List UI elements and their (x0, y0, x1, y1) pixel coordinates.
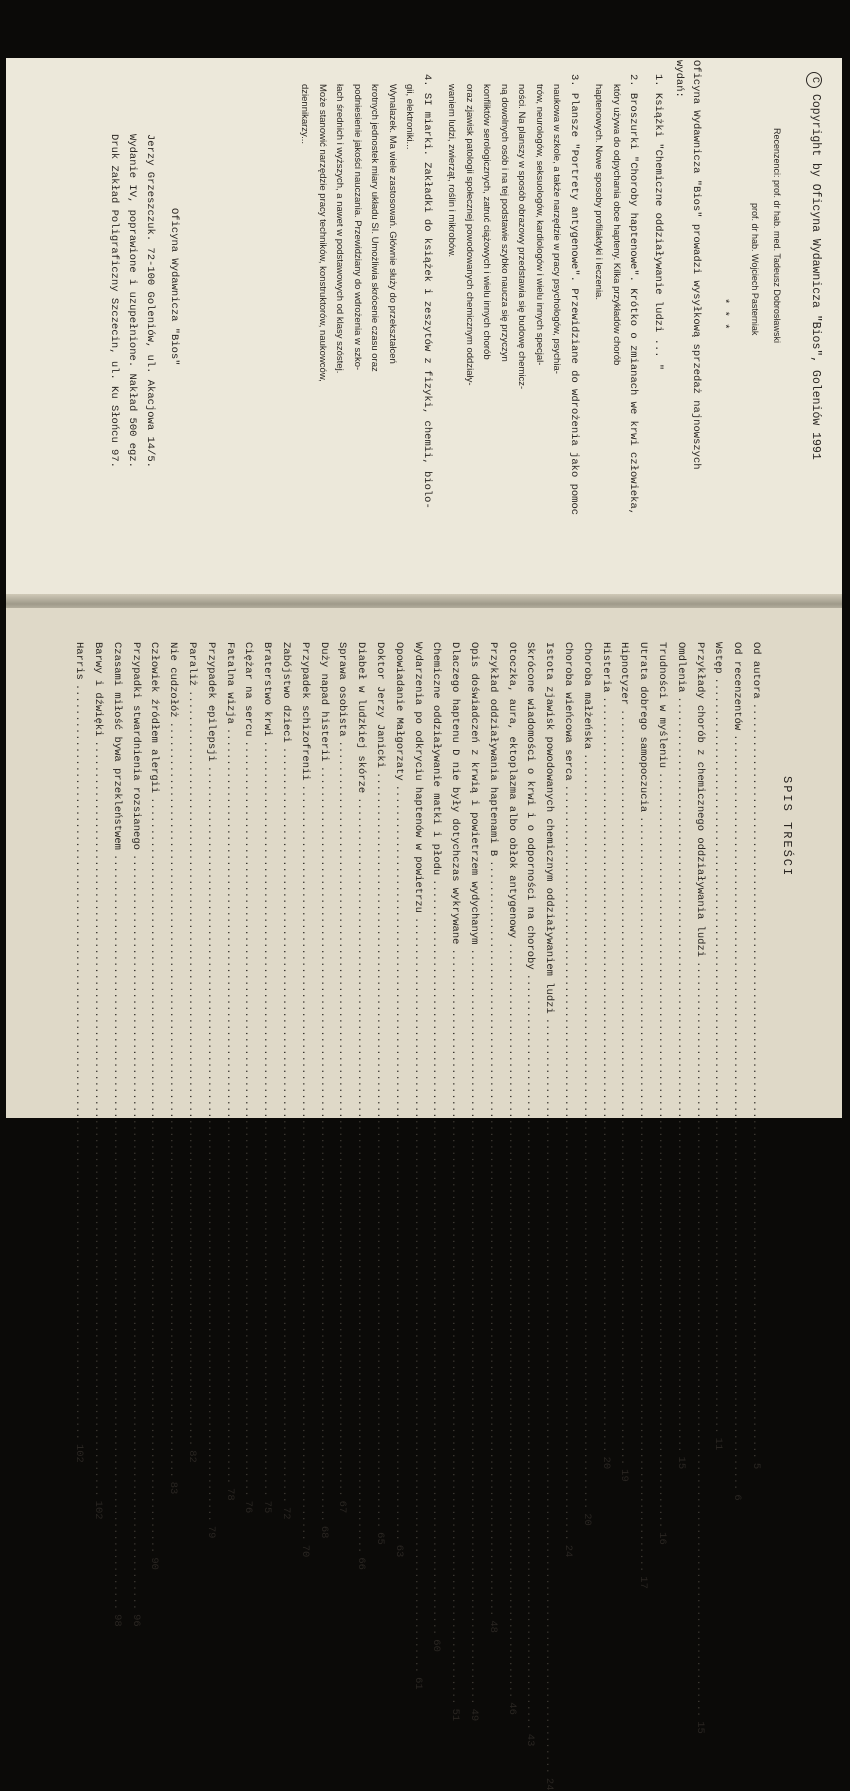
toc-leader-dots: ........................................................................................................................ (449, 948, 462, 1705)
toc-entry (92, 642, 104, 1520)
toc-leader-dots: ........................................................................................................................ (355, 797, 368, 1554)
section-separator: * * * (718, 298, 730, 330)
toc-entry (750, 642, 762, 1470)
toc-entry (505, 642, 518, 1715)
toc-leader-dots: ........................................................................................................................ (223, 727, 236, 1485)
toc-entry-page: 102 (73, 1443, 86, 1463)
toc-entry-page: 61 (411, 1677, 424, 1690)
toc-entry-page: 70 (298, 1544, 311, 1558)
offer-item-3-line: waniem ludzi, zwierząt, roślin i mikrobów. (446, 84, 458, 258)
toc-entry (731, 642, 744, 1501)
toc-title: SPIS TREŚCI (780, 776, 794, 878)
toc-entry-title: Hipnotyzer (618, 642, 631, 706)
publisher-line: Druk Zakład Poligraficzny Szczecin, ul. Ku Słońcu 97. (108, 134, 120, 468)
toc-leader-dots: ........................................................................................................................ (374, 772, 386, 1529)
toc-entry (411, 642, 424, 1690)
toc-leader-dots: ........................................................................................................................ (637, 816, 650, 1573)
toc-entry-title: Od recenzentów (731, 642, 744, 731)
toc-entry-page: 49 (468, 1708, 480, 1722)
toc-leader-dots: ........................................................................................................................ (167, 721, 180, 1478)
offer-item-1-line: 1. Książki "Chemiczne oddziaływanie ludzi ... " (652, 74, 664, 371)
publisher-line: Wydanie IV, poprawione i uzupełnione. Nakład 500 egz. (126, 134, 138, 468)
toc-entry-title: Diabeł w ludzkiej skórze (355, 642, 368, 794)
toc-entry-page: 11 (712, 1437, 725, 1451)
offer-item-4-line: Może stanowić narzędzie pracy techników, konstruktorów, naukowców, (317, 84, 328, 382)
toc-entry-title: Choroba małżeńska (580, 642, 593, 750)
toc-leader-dots: ........................................................................................................................ (674, 696, 687, 1453)
toc-entry (449, 642, 462, 1722)
toc-entry (167, 642, 180, 1495)
toc-entry-title: Skrócone wiadomości o krwi i o odporności na choroby (524, 642, 537, 970)
toc-entry (280, 642, 292, 1520)
offer-item-4-line: dziennikarzy... (299, 84, 311, 145)
offer-item-4-line: gii, elektroniki... (404, 84, 416, 150)
toc-entry (543, 642, 556, 1791)
toc-entry-title: Przypadki stwardnienia rozsianego (129, 642, 142, 850)
toc-entry-title: Doktor Jerzy Janicki (374, 642, 386, 769)
toc-entry (637, 642, 650, 1589)
toc-entry-title: Barwy i dźwięki (92, 642, 104, 737)
publisher-name: Oficyna Wydawnicza "Bios" (168, 208, 180, 366)
left-page (6, 58, 842, 598)
toc-entry-page: 20 (599, 1456, 612, 1470)
toc-entry-page: 20 (580, 1513, 593, 1526)
toc-entry (355, 642, 368, 1570)
toc-entry (148, 642, 161, 1570)
toc-entry (186, 642, 198, 1463)
toc-entry-title: Braterstwo krwi (261, 642, 274, 737)
toc-leader-dots: ........................................................................................................................ (580, 753, 593, 1510)
toc-entry-title: Fatalna wizja (223, 642, 236, 724)
toc-entry-page: 46 (505, 1702, 518, 1715)
toc-leader-dots: ........................................................................................................................ (693, 961, 706, 1718)
toc-entry-page: 17 (637, 1576, 650, 1589)
offer-item-3-line: 3. Plansze "Portrety antygenowe". Przewidziane do wdrożenia jako pomoc (568, 74, 580, 516)
toc-entry-title: Utrata dobrego samopoczucia (637, 642, 650, 813)
toc-entry-page: 24 (562, 1544, 574, 1558)
offer-item-3-line: ną dowolnych osób i na tej podstawie szybko naucza się przyczyn (499, 84, 510, 362)
offer-item-2-line: 2. Broszurki "Choroby haptenowe". Krótko o zmianach we krwi człowieka, (627, 74, 640, 516)
toc-leader-dots: ........................................................................................................................ (298, 784, 311, 1541)
reviewers-second: prof. dr hab. Wojciech Pasterniak (750, 203, 760, 336)
toc-entry (298, 642, 311, 1558)
toc-entry-title: Wydarzenia po odkryciu haptenów w powietrzu (411, 642, 424, 913)
toc-entry-page: 5 (750, 1462, 762, 1470)
offer-item-4-line: 4. SI miarki. Zakładki do książek i zeszytów z fizyki, chemii, biolo- (421, 74, 433, 509)
toc-entry-title: Ciężar na sercu (242, 642, 255, 737)
toc-entry-title: Omdlenia (674, 642, 687, 693)
toc-entry-page: 72 (280, 1506, 292, 1520)
toc-entry (562, 642, 574, 1558)
toc-entry (693, 642, 706, 1734)
toc-leader-dots: ........................................................................................................................ (599, 696, 612, 1453)
toc-entry-page: 63 (392, 1544, 405, 1558)
toc-leader-dots: ........................................................................................................................ (656, 772, 668, 1529)
toc-leader-dots: ........................................................................................................................ (317, 765, 330, 1522)
toc-entry-page: 6 (731, 1494, 744, 1501)
toc-entry-title: Przykład oddziaływania haptenami B (486, 642, 499, 857)
toc-entry (430, 642, 443, 1652)
toc-entry-title: Od autora (750, 642, 762, 699)
toc-entry-title: Czasami miłość bywa przekleństwem (110, 642, 123, 850)
toc-leader-dots: ........................................................................................................................ (618, 709, 631, 1466)
toc-leader-dots: ........................................................................................................................ (486, 860, 499, 1617)
toc-entry (110, 642, 123, 1627)
toc-entry (73, 642, 86, 1463)
toc-leader-dots: ........................................................................................................................ (562, 784, 574, 1541)
toc-entry-title: Dlaczego haptenu D nie były dotychczas wykrywane (449, 642, 462, 945)
toc-entry-page: 16 (656, 1532, 668, 1545)
toc-entry-title: Człowiek źródłem alergii (148, 642, 161, 794)
toc-entry (712, 642, 725, 1451)
toc-entry-title: Wstęp (712, 642, 725, 674)
offer-item-3-line: trów, neurologów, seksuologów, kardiologów i wielu innych specjal- (534, 84, 545, 366)
toc-entry-page: 48 (486, 1620, 499, 1633)
offer-item-3-line: naukowa w szkole, a także narzędzie w pracy psychologów, psychia- (551, 84, 563, 374)
copyright-symbol: C (806, 72, 822, 88)
toc-entry-page: 75 (261, 1500, 274, 1514)
toc-entry (656, 642, 668, 1545)
toc-leader-dots: ........................................................................................................................ (524, 973, 537, 1730)
offer-item-2-line: który używa do odpychania obce hapteny. Kilka przykładów chorób (611, 84, 622, 366)
toc-entry (204, 642, 217, 1539)
toc-leader-dots: ........................................................................................................................ (505, 942, 518, 1699)
toc-entry-title: Chemiczne oddziaływanie matki i płodu (430, 642, 443, 876)
offer-item-3-line: konfliktów serologicznych, zatruć ciążowych i wielu innych chorób (481, 84, 493, 360)
toc-entry-page: 90 (148, 1557, 161, 1570)
toc-entry (524, 642, 537, 1747)
toc-entry (599, 642, 612, 1470)
reviewers-line: Recenzenci: prof. dr hab. med. Tadeusz Dobrosławski (772, 128, 782, 343)
intro-line: Oficyna Wydawnicza "Bios" prowadzi wysyłkową sprzedaż najnowszych (690, 60, 702, 470)
toc-entry (129, 642, 142, 1627)
toc-leader-dots: ........................................................................................................................ (186, 690, 198, 1447)
toc-entry-page: 67 (336, 1500, 349, 1514)
toc-entry-page: 43 (524, 1733, 537, 1747)
toc-leader-dots: ........................................................................................................................ (242, 740, 255, 1497)
toc-entry-title: Nie cudzołóż (167, 642, 180, 718)
toc-entry-page: 51 (449, 1708, 462, 1722)
copyright-line (806, 72, 822, 460)
toc-entry (468, 642, 480, 1722)
toc-leader-dots: ........................................................................................................................ (411, 916, 424, 1674)
toc-entry-title: Choroba wieńcowa serca (562, 642, 574, 781)
copyright-text: Copyright by Oficyna Wydawnicza "Bios", Goleniów 1991 (809, 94, 822, 460)
toc-entry-page: 98 (110, 1614, 123, 1627)
toc-entry (336, 642, 349, 1514)
toc-entry-page: 15 (674, 1456, 687, 1470)
toc-leader-dots: ........................................................................................................................ (468, 948, 480, 1705)
toc-entry-page: 76 (242, 1500, 255, 1514)
book-spread (6, 58, 842, 1791)
offer-item-4-line: krotnych jednostek miary układu SI. Umożliwia skrócenie czasu oraz (369, 84, 381, 372)
toc-leader-dots: ........................................................................................................................ (712, 677, 725, 1434)
offer-item-4-line: podniesienie jakości nauczania. Przewidziany do wdrożenia w szko- (352, 84, 363, 371)
toc-entry (223, 642, 236, 1501)
toc-entry-title: Zabójstwo dzieci (280, 642, 292, 743)
toc-entry-page: 60 (430, 1639, 443, 1652)
toc-entry-title: Harris (73, 642, 86, 680)
toc-entry (392, 642, 405, 1558)
toc-leader-dots: ........................................................................................................................ (92, 740, 104, 1497)
offer-item-3-line: ności. Na planszy w sposób obrazowy przedstawia się budowę chemicz- (516, 84, 528, 390)
toc-entry (374, 642, 386, 1545)
toc-leader-dots: ........................................................................................................................ (73, 683, 86, 1440)
toc-entry-page: 83 (167, 1481, 180, 1495)
toc-entry-title: Histeria (599, 642, 612, 693)
toc-entry-title: Trudności w myśleniu (656, 642, 668, 769)
toc-entry-page: 24 (543, 1777, 556, 1791)
right-page (6, 608, 842, 1791)
toc-entry-page: 82 (186, 1450, 198, 1463)
toc-entry-page: 79 (204, 1525, 217, 1539)
toc-entry-page: 65 (374, 1532, 386, 1545)
toc-entry-title: Opowiadanie Małgorzaty (392, 642, 405, 781)
toc-entry-title: Sprawa osobista (336, 642, 349, 737)
toc-leader-dots: ........................................................................................................................ (129, 853, 142, 1611)
offer-item-4-line: Wynalazek. Ma wiele zastosowań. Głównie służy do przekształceń (387, 84, 398, 364)
toc-entry (261, 642, 274, 1514)
toc-entry-title: Paraliż (186, 642, 198, 687)
toc-entry (580, 642, 593, 1526)
toc-entry (618, 642, 631, 1482)
toc-leader-dots: ........................................................................................................................ (336, 740, 349, 1497)
toc-entry-page: 78 (223, 1488, 236, 1501)
offer-item-3-line: oraz zjawisk patologii społecznej powodowanych chemicznym oddziały- (464, 84, 475, 386)
toc-entry-page: 19 (618, 1469, 631, 1482)
toc-entry-page: 15 (693, 1721, 706, 1734)
toc-leader-dots: ........................................................................................................................ (543, 1017, 556, 1774)
toc-leader-dots: ........................................................................................................................ (148, 797, 161, 1554)
toc-entry-page: 66 (355, 1557, 368, 1570)
toc-leader-dots: ........................................................................................................................ (261, 740, 274, 1497)
toc-entry (317, 642, 330, 1539)
publisher-line: Jerzy Grzeszczuk. 72-100 Goleniów, ul. Akacjowa 14/5. (144, 134, 156, 468)
toc-entry-page: 68 (317, 1525, 330, 1539)
toc-entry-title: Przykłady chorób z chemicznego oddziaływania ludzi (693, 642, 706, 958)
intro-line: wydań: (673, 60, 685, 98)
toc-leader-dots: ........................................................................................................................ (204, 765, 217, 1522)
toc-entry-title: Istota zjawisk powodowanych chemicznym oddziaływaniem ludzi (543, 642, 556, 1014)
offer-item-2-line: haptenowych. Nowe sposoby profilaktyki i leczenia. (593, 84, 605, 300)
toc-entry-title: Przypadek schizofrenii (298, 642, 311, 781)
toc-leader-dots: ........................................................................................................................ (392, 784, 405, 1541)
toc-entry-title: Otoczka, aura, ektoplazma albo obłok antygenowy (505, 642, 518, 939)
toc-entry-title: Opis doświadczeń z krwią i powietrzem wydychanym (468, 642, 480, 945)
toc-entry-title: Duży napad histerii (317, 642, 330, 762)
offer-item-4-line: łach średnich i wyższych, a nawet w podstawowych od klasy szóstej. (334, 84, 346, 374)
toc-entry-page: 102 (92, 1500, 104, 1520)
toc-leader-dots: ........................................................................................................................ (110, 853, 123, 1611)
toc-entry (242, 642, 255, 1514)
toc-entry (486, 642, 499, 1633)
toc-entry-title: Przypadek epilepsji (204, 642, 217, 762)
toc-leader-dots: ........................................................................................................................ (280, 746, 292, 1503)
toc-leader-dots: ........................................................................................................................ (750, 702, 762, 1459)
toc-entry (674, 642, 687, 1470)
toc-leader-dots: ........................................................................................................................ (731, 734, 744, 1491)
rotated-spread (6, 58, 842, 1791)
toc-entry-page: 96 (129, 1614, 142, 1627)
toc-leader-dots: ........................................................................................................................ (430, 879, 443, 1636)
